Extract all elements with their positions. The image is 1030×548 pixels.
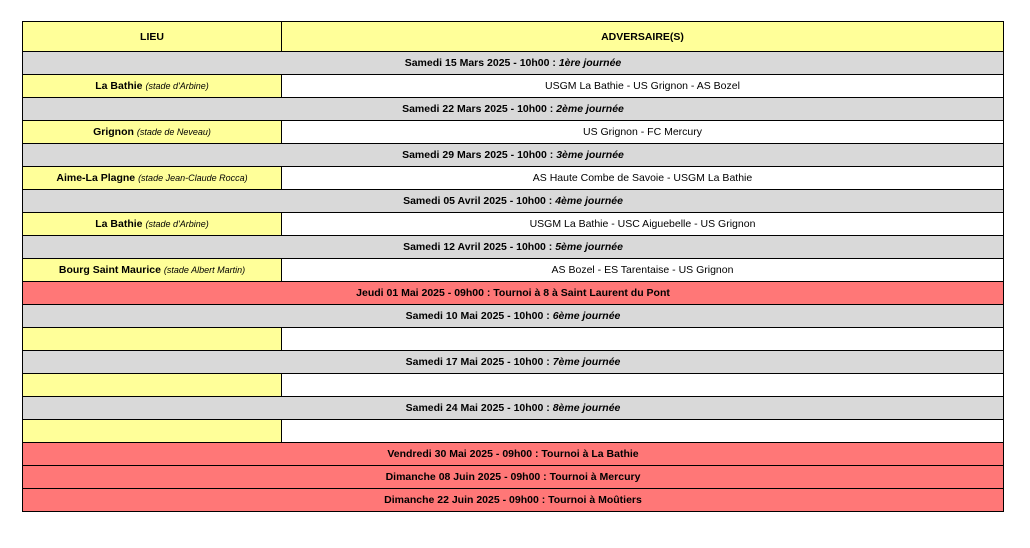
opponents-cell: AS Haute Combe de Savoie - USGM La Bathie: [282, 167, 1004, 190]
venue-name: Aime-La Plagne: [56, 172, 136, 184]
tournament-row: [23, 282, 1004, 305]
round-date-cell: [23, 98, 1004, 121]
round-date: Samedi 05 Avril 2025 - 10h00 :: [403, 195, 556, 207]
round-row: [23, 144, 1004, 167]
match-row-empty: [23, 420, 1004, 443]
round-label: 2ème journée: [556, 103, 624, 115]
opponents-cell: AS Bozel - ES Tarentaise - US Grignon: [282, 259, 1004, 282]
round-date-cell: [23, 236, 1004, 259]
opponents-cell: US Grignon - FC Mercury: [282, 121, 1004, 144]
round-date: Samedi 29 Mars 2025 - 10h00 :: [402, 149, 557, 161]
round-label: 6ème journée: [552, 310, 621, 322]
round-date: Samedi 10 Mai 2025 - 10h00 :: [405, 310, 553, 322]
opponents-cell: USGM La Bathie - USC Aiguebelle - US Grignon: [282, 213, 1004, 236]
round-row: [23, 397, 1004, 420]
opponents-cell: [282, 328, 1004, 351]
round-date-cell: [23, 190, 1004, 213]
round-label: 4ème journée: [555, 195, 623, 207]
tournament-row: [23, 443, 1004, 466]
round-date: Samedi 15 Mars 2025 - 10h00 :: [404, 57, 559, 69]
venue-cell: [23, 75, 282, 98]
tournament-cell: Dimanche 08 Juin 2025 - 09h00 : Tournoi à Mercury: [23, 466, 1004, 489]
match-row: [23, 167, 1004, 190]
round-row: [23, 236, 1004, 259]
tournament-row: [23, 489, 1004, 512]
stadium-name: (stade Jean-Claude Rocca): [138, 173, 248, 183]
round-label: 1ère journée: [558, 57, 622, 69]
header-lieu: LIEU: [23, 22, 282, 52]
opponents-cell: [282, 374, 1004, 397]
tournament-cell: Jeudi 01 Mai 2025 - 09h00 : Tournoi à 8 à Saint Laurent du Pont: [23, 282, 1004, 305]
venue-cell: [23, 167, 282, 190]
header-row: [23, 22, 1004, 52]
round-label: 7ème journée: [552, 356, 621, 368]
venue-name: La Bathie: [95, 218, 143, 230]
round-date: Samedi 17 Mai 2025 - 10h00 :: [405, 356, 553, 368]
round-date: Samedi 24 Mai 2025 - 10h00 :: [405, 402, 553, 414]
round-row: [23, 52, 1004, 75]
venue-cell: [23, 420, 282, 443]
header-adversaires: ADVERSAIRE(S): [282, 22, 1004, 52]
stadium-name: (stade de Neveau): [136, 127, 211, 137]
round-label: 5ème journée: [555, 241, 623, 253]
round-row: [23, 190, 1004, 213]
venue-cell: [23, 259, 282, 282]
tournament-cell: Dimanche 22 Juin 2025 - 09h00 : Tournoi à Moûtiers: [23, 489, 1004, 512]
schedule-table: [22, 21, 1004, 512]
round-date: Samedi 22 Mars 2025 - 10h00 :: [402, 103, 557, 115]
stadium-name: (stade Albert Martin): [163, 265, 246, 275]
match-row: [23, 75, 1004, 98]
match-row: [23, 213, 1004, 236]
venue-name: La Bathie: [95, 80, 143, 92]
match-row: [23, 259, 1004, 282]
round-date-cell: [23, 52, 1004, 75]
match-row-empty: [23, 328, 1004, 351]
round-label: 3ème journée: [556, 149, 624, 161]
round-row: [23, 305, 1004, 328]
round-date-cell: [23, 305, 1004, 328]
venue-name: Grignon: [93, 126, 134, 138]
round-date: Samedi 12 Avril 2025 - 10h00 :: [403, 241, 556, 253]
opponents-cell: [282, 420, 1004, 443]
opponents-cell: USGM La Bathie - US Grignon - AS Bozel: [282, 75, 1004, 98]
venue-cell: [23, 374, 282, 397]
venue-cell: [23, 213, 282, 236]
stadium-name: (stade d'Arbine): [145, 219, 209, 229]
tournament-row: [23, 466, 1004, 489]
round-date-cell: [23, 351, 1004, 374]
tournament-cell: Vendredi 30 Mai 2025 - 09h00 : Tournoi à La Bathie: [23, 443, 1004, 466]
round-date-cell: [23, 144, 1004, 167]
venue-cell: [23, 121, 282, 144]
match-row-empty: [23, 374, 1004, 397]
round-label: 8ème journée: [552, 402, 621, 414]
round-date-cell: [23, 397, 1004, 420]
venue-name: Bourg Saint Maurice: [58, 264, 161, 276]
stadium-name: (stade d'Arbine): [145, 81, 209, 91]
round-row: [23, 351, 1004, 374]
round-row: [23, 98, 1004, 121]
venue-cell: [23, 328, 282, 351]
match-row: [23, 121, 1004, 144]
